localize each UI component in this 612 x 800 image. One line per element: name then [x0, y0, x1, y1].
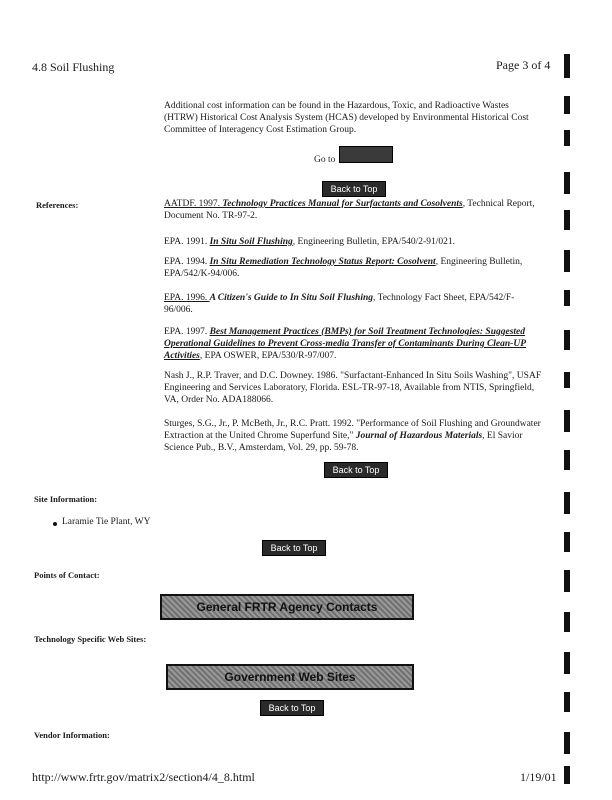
- reference-title[interactable]: Best Management Practices (BMPs) for Soil Treatment Technologies: Suggested Operational Guidelines to Prevent Cross-media Transfer of Contaminants During Clean-UP Activities: [164, 327, 527, 361]
- scan-mark: [564, 732, 570, 754]
- reference-title: A Citizen's Guide to In Situ Soil Flushing: [209, 293, 373, 303]
- reference-author: Sturges, S.G., Jr., P. McBeth, Jr., R.C. Pratt. 1992. "Performance of Soil Flushing and Groundwater Extraction at the United Chrome Superfund Site,": [164, 419, 541, 441]
- reference-item: [164, 370, 542, 406]
- reference-item: [164, 292, 542, 316]
- government-web-sites-banner[interactable]: Government Web Sites: [166, 664, 414, 690]
- reference-item: [164, 198, 542, 222]
- reference-detail: , Technology Fact Sheet, EPA/542/F-96/006.: [164, 293, 515, 315]
- scan-mark: [564, 492, 570, 514]
- scan-mark: [564, 130, 570, 146]
- references-label: References:: [36, 200, 79, 210]
- scan-mark: [564, 692, 570, 712]
- page-title: 4.8 Soil Flushing: [32, 60, 115, 74]
- scan-mark: [564, 372, 570, 388]
- reference-author-link[interactable]: AATDF. 1997.: [164, 199, 223, 209]
- goto-button[interactable]: [339, 146, 393, 163]
- site-item: Laramie Tie Plant, WY: [62, 517, 151, 527]
- back-to-top-button[interactable]: Back to Top: [324, 462, 388, 478]
- reference-author: EPA. 1994.: [164, 257, 210, 267]
- scan-mark: [564, 766, 570, 784]
- reference-detail: , Engineering Bulletin, EPA/542/K-94/006.: [164, 257, 523, 279]
- back-to-top-button[interactable]: Back to Top: [322, 181, 386, 197]
- reference-title: Journal of Hazardous Materials: [355, 431, 483, 441]
- page-number: Page 3 of 4: [496, 58, 551, 72]
- scan-mark: [564, 290, 570, 306]
- reference-title[interactable]: In Situ Remediation Technology Status Report: Cosolvent: [209, 257, 436, 267]
- scan-mark: [564, 532, 570, 552]
- reference-title[interactable]: Technology Practices Manual for Surfactants and Cosolvents: [222, 199, 463, 209]
- site-information-label: Site Information:: [34, 494, 98, 504]
- back-to-top-button[interactable]: Back to Top: [260, 700, 324, 716]
- web-sites-label: Technology Specific Web Sites:: [34, 634, 147, 644]
- footer-date: 1/19/01: [520, 770, 557, 784]
- scan-mark: [564, 172, 570, 194]
- reference-detail: , Technical Report, Document No. TR-97-2.: [164, 199, 535, 221]
- scan-mark: [564, 250, 570, 272]
- intro-paragraph: Additional cost information can be found in the Hazardous, Toxic, and Radioactive Wastes (HTRW) Historical Cost Analysis System (HCAS) developed by Environmental Historical Cost Committee of Interagency Cost Estimation Group.: [164, 101, 529, 135]
- scan-mark: [564, 54, 570, 78]
- reference-detail: , El Savior Science Pub., B.V., Amsterdam, Vol. 29, pp. 59-78.: [164, 431, 523, 453]
- goto-label: Go to: [314, 155, 336, 165]
- reference-author: EPA. 1997.: [164, 327, 210, 337]
- scan-mark: [564, 410, 570, 432]
- scan-mark: [564, 330, 570, 350]
- reference-author: Nash J., R.P. Traver, and D.C. Downey. 1986. "Surfactant-Enhanced In Situ Soils Washing", USAF Engineering and Services Laboratory, Florida. ESL-TR-97-18, Available from NTIS, Springfield, VA, Order No. ADA188066.: [164, 371, 542, 405]
- reference-item: [164, 236, 542, 248]
- vendor-information-label: Vendor Information:: [34, 730, 110, 740]
- footer-url: http://www.frtr.gov/matrix2/section4/4_8.html: [32, 770, 255, 784]
- scan-mark: [564, 450, 570, 470]
- scan-mark: [564, 612, 570, 632]
- bullet-icon: [53, 522, 57, 526]
- back-to-top-button[interactable]: Back to Top: [262, 540, 326, 556]
- reference-item: [164, 326, 542, 362]
- reference-item: [164, 418, 542, 454]
- scan-mark: [564, 210, 570, 230]
- scan-mark: [564, 652, 570, 674]
- reference-author-link[interactable]: EPA. 1996.: [164, 293, 210, 303]
- reference-detail: , Engineering Bulletin, EPA/540/2-91/021.: [292, 237, 455, 247]
- reference-title[interactable]: In Situ Soil Flushing: [209, 237, 293, 247]
- reference-detail: , EPA OSWER, EPA/530/R-97/007.: [199, 351, 337, 361]
- points-of-contact-label: Points of Contact:: [34, 570, 100, 580]
- scan-mark: [564, 96, 570, 114]
- scan-mark: [564, 570, 570, 592]
- reference-author: EPA. 1991.: [164, 237, 210, 247]
- agency-contacts-banner[interactable]: General FRTR Agency Contacts: [160, 594, 414, 620]
- reference-item: [164, 256, 542, 280]
